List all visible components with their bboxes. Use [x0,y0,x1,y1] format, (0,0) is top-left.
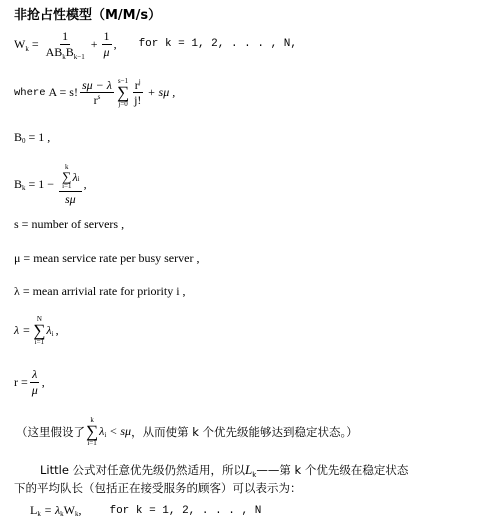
equals-sign: = [31,36,39,51]
where-label: where [14,86,46,99]
wk-condition: for k = 1, 2, . . . , N, [138,38,297,51]
fraction-smu-minus-lambda: $\frac{s\mu - \lambda}{r^s}$ [81,77,112,108]
sum-sign-k: k ∑ i=1 [86,416,99,447]
fraction-1-over-mu: $\frac{1}{\mu}$ [103,29,110,59]
fraction-lambda-over-mu: $\frac{\lambda}{\mu}$ [31,367,38,397]
equation-lambda-sum: λ = N ∑ i=1 λ i , [14,315,59,346]
definition-lambda-i: λ = mean arrivial rate for priority i , [14,284,186,298]
a-tail: + sμ , [147,85,176,100]
sum-sign-n: N ∑ i=1 [33,315,46,346]
wk-symbol: $W_k$ [14,36,29,53]
sum-sign-i: k ∑ i=1 [62,163,72,190]
equation-wk [14,29,297,61]
equation-r: r = $\frac{\lambda}{\mu}$ , [14,367,45,397]
fraction-sum-lambda-over-smu: k ∑ i=1 λ i sμ [59,164,82,205]
fraction-rj-over-jfact: $\frac{r^j}{j!}$ [134,77,142,108]
definition-s: s = number of servers , [14,217,125,231]
equation-a [14,78,175,107]
equation-bk: B k = 1 − k ∑ i=1 λ i sμ , [14,163,87,206]
definition-mu: μ = mean service rate per busy server , [14,251,200,265]
sum-sign-j: s−1 ∑ j=0 [116,77,130,108]
paragraph-line-1: Little 公式对任意优先级仍然适用，所以$L_k——$第 k 个优先级在稳定状态 [40,462,409,479]
equation-lk: L k = λ k W k , for k = 1, 2, . . . , N [30,503,262,518]
fraction-1-over-ab: $\frac{1}{AB_kB_{k-1}}$ [45,29,85,61]
paragraph-line-2: 下的平均队长（包括正在接受服务的顾客）可以表示为： [14,481,302,495]
a-lhs: A = s! [48,85,78,100]
lk-condition: for k = 1, 2, . . . , N [109,504,262,517]
plus-sign: + [90,36,98,51]
section-title: 非抢占性模型（M/M/s） [14,8,162,23]
equation-b0: B 0 = 1 , [14,130,51,145]
comma: , [113,36,117,51]
assumption-line: （这里假设了 k ∑ i=1 λ i < sμ ，从而使第 k 个优先级能够达到稳定状态。） [16,416,358,447]
